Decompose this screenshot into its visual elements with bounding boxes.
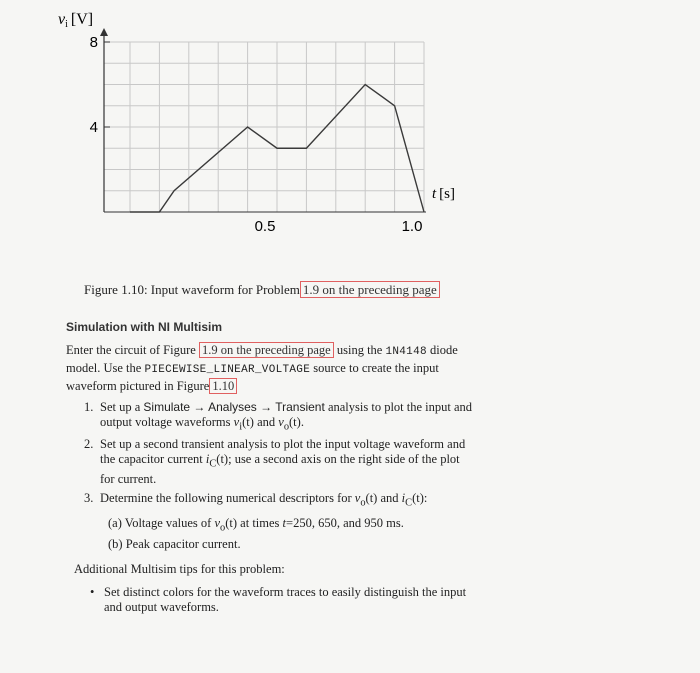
- source-name: PIECEWISE_LINEAR_VOLTAGE: [144, 364, 311, 376]
- y-axis-label: vi [V]: [58, 11, 94, 30]
- section-heading: Simulation with NI Multisim: [66, 320, 222, 334]
- step-3b: (b) Peak capacitor current.: [108, 537, 241, 551]
- step-1: 1. Set up a Simulate → Analyses → Transient analysis to plot the input and output voltage waveforms $v_i(t)$ and $v_o(t)$.: [84, 400, 473, 433]
- y-axis-arrow: [100, 28, 108, 36]
- step-2: 2. Set up a second transient analysis to plot the input voltage waveform and the capacitor current $i_C(t)$; use a second axis on the right side of the plot for current.: [84, 437, 466, 486]
- tip-item: • Set distinct colors for the waveform traces to easily distinguish the input and output waveforms.: [90, 585, 467, 614]
- caption-text: Figure 1.10: Input waveform for Problem: [84, 282, 300, 297]
- figure-ref-link[interactable]: 1.9 on the preceding page: [199, 342, 334, 358]
- y-tick-label: 8: [89, 34, 98, 51]
- figure-caption: [84, 282, 440, 298]
- tips-heading: Additional Multisim tips for this problem:: [74, 562, 285, 576]
- step-3a: (a) Voltage values of $v_o(t)$ at times t=250, 650, and 950 ms.: [108, 516, 404, 534]
- chart-ticks: [90, 34, 423, 235]
- intro-paragraph: Enter the circuit of Figure 1.9 on the preceding page using the 1N4148 diode model. Use the PIECEWISE_LINEAR_VOLTAGE source to create the input waveform pictured in Figure 1.10: [66, 343, 458, 393]
- figure-1-10-ref-link[interactable]: 1.10: [209, 378, 237, 394]
- chart-grid: [104, 42, 424, 212]
- x-tick-label: 0.5: [254, 218, 276, 235]
- bullet-icon: •: [90, 585, 95, 599]
- x-tick-label: 1.0: [401, 218, 423, 235]
- input-waveform-chart: [0, 0, 700, 250]
- step-3: 3. Determine the following numerical descriptors for $v_o(t)$ and $i_C(t)$:: [84, 491, 428, 509]
- diode-part: 1N4148: [385, 346, 427, 358]
- x-axis-label: t [s]: [432, 186, 455, 202]
- caption-ref-link[interactable]: 1.9 on the preceding page: [300, 281, 440, 298]
- menu-path: Simulate → Analyses → Transient: [143, 400, 325, 414]
- y-tick-label: 4: [89, 119, 98, 136]
